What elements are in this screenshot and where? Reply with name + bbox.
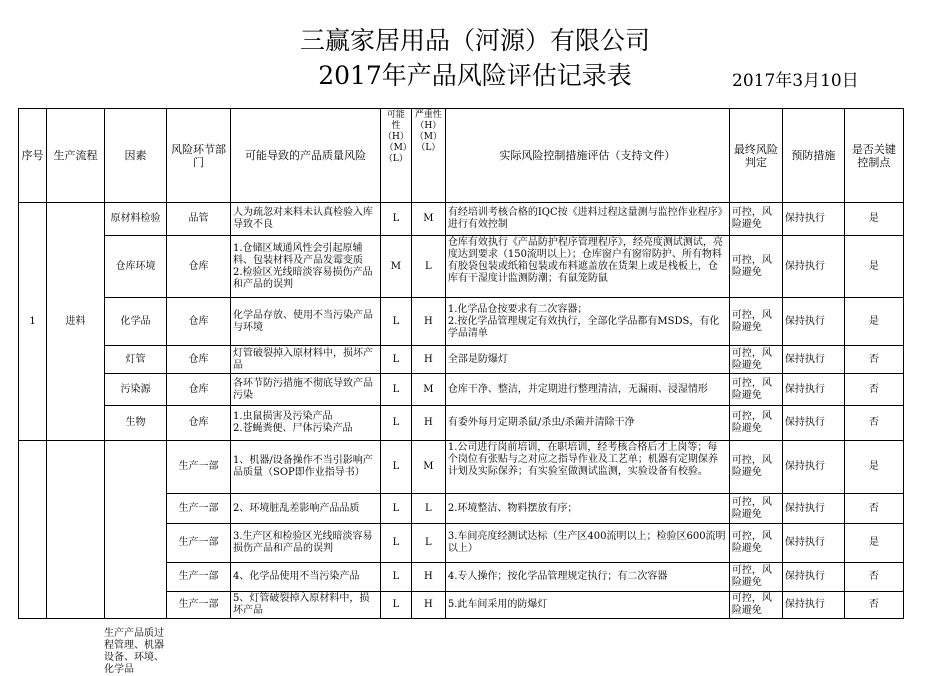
control-cell: 1.公司进行岗前培训，在职培训，经考核合格后才上岗等；每个岗位有张贴与之对应之指导作业及工艺单；机器有定期保养计划及实际保养；有实验室做测试监测，实验设备有校验。	[445, 441, 729, 494]
risk-cell: 2、环境脏乱差影响产品品质	[231, 494, 381, 524]
final-cell: 可控，风险避免	[729, 406, 782, 441]
prevent-cell: 保持执行	[782, 592, 844, 619]
table-row	[19, 441, 904, 494]
factor-cell: 仓库环境	[105, 236, 167, 298]
control-cell: 仓库有效执行《产品防护程序管理程序》，经亮度测试测试，亮度达到要求（150流明以上）；仓库窗户有窗帘防护、所有物料有胶袋包装或纸箱包装或布料遮盖放在货架上或是栈板上，仓库有干湿度计监测防潮；有鼠笼防鼠	[445, 236, 729, 298]
header-possibility: 可能性（H）（M）（L）	[381, 109, 412, 203]
risk-cell: 化学品存放、使用不当污染产品与环境	[231, 298, 381, 346]
prevent-cell: 保持执行	[782, 406, 844, 441]
risk-cell: 各环节防污措施不彻底导致产品污染	[231, 374, 381, 406]
severity-cell: H	[411, 406, 445, 441]
possibility-cell: L	[381, 374, 412, 406]
form-date: 2017年3月10日	[732, 71, 859, 91]
process-cell: 进料	[47, 203, 105, 441]
control-cell: 1.化学品仓按要求有二次容器； 2.按化学品管理规定有效执行，全部化学品都有MSDS，有化学品清单	[445, 298, 729, 346]
company-title: 三赢家居用品（河源）有限公司	[299, 26, 650, 55]
dept-cell: 品管	[167, 203, 231, 236]
possibility-cell: L	[381, 406, 412, 441]
possibility-cell: L	[381, 592, 412, 619]
prevent-cell: 保持执行	[782, 494, 844, 524]
possibility-cell: L	[381, 563, 412, 592]
key-cell: 否	[844, 494, 903, 524]
dept-cell: 生产一部	[167, 441, 231, 494]
risk-cell: 灯管破裂掉入原材料中，损坏产品	[231, 346, 381, 374]
factor-cell-production	[105, 441, 167, 619]
final-cell: 可控，风险避免	[729, 236, 782, 298]
prevent-cell: 保持执行	[782, 524, 844, 563]
dept-cell: 仓库	[167, 298, 231, 346]
table-row	[19, 298, 904, 346]
table-row	[19, 203, 904, 236]
possibility-cell: M	[381, 236, 412, 298]
final-cell: 可控，风险避免	[729, 563, 782, 592]
risk-cell: 1.虫鼠损害及污染产品 2.苍蝇粪便、尸体污染产品	[231, 406, 381, 441]
final-cell: 可控，风险避免	[729, 374, 782, 406]
factor-cell: 生物	[105, 406, 167, 441]
control-cell: 2.环境整洁、物料摆放有序；	[445, 494, 729, 524]
table-row	[19, 406, 904, 441]
severity-cell: H	[411, 298, 445, 346]
key-cell: 是	[844, 236, 903, 298]
prevent-cell: 保持执行	[782, 298, 844, 346]
dept-cell: 仓库	[167, 374, 231, 406]
final-cell: 可控，风险避免	[729, 298, 782, 346]
severity-cell: M	[411, 441, 445, 494]
possibility-cell: L	[381, 441, 412, 494]
possibility-cell: L	[381, 494, 412, 524]
risk-cell: 3.生产区和检验区光线暗淡容易损伤产品和产品的误判	[231, 524, 381, 563]
risk-table	[18, 108, 904, 619]
table-row	[19, 236, 904, 298]
table-row	[19, 346, 904, 374]
control-cell: 全部是防爆灯	[445, 346, 729, 374]
factor-cell: 化学品	[105, 298, 167, 346]
dept-cell: 生产一部	[167, 494, 231, 524]
possibility-cell: L	[381, 524, 412, 563]
dept-cell: 仓库	[167, 406, 231, 441]
severity-cell: L	[411, 236, 445, 298]
factor-cell: 灯管	[105, 346, 167, 374]
header-factor: 因素	[105, 109, 167, 203]
possibility-cell: L	[381, 346, 412, 374]
dept-cell: 生产一部	[167, 592, 231, 619]
prevent-cell: 保持执行	[782, 346, 844, 374]
final-cell: 可控，风险避免	[729, 346, 782, 374]
dept-cell: 仓库	[167, 236, 231, 298]
header-row	[19, 109, 904, 203]
severity-cell: M	[411, 374, 445, 406]
dept-cell: 仓库	[167, 346, 231, 374]
seq-cell-empty	[19, 441, 47, 619]
key-cell: 是	[844, 203, 903, 236]
possibility-cell: L	[381, 298, 412, 346]
prevent-cell: 保持执行	[782, 236, 844, 298]
severity-cell: H	[411, 592, 445, 619]
header-key: 是否关键控制点	[844, 109, 903, 203]
process-cell-empty	[47, 441, 105, 619]
risk-cell: 人为疏忽对来料未认真检验入库导致不良	[231, 203, 381, 236]
final-cell: 可控，风险避免	[729, 441, 782, 494]
key-cell: 是	[844, 524, 903, 563]
prevent-cell: 保持执行	[782, 441, 844, 494]
header-final: 最终风险判定	[729, 109, 782, 203]
risk-cell: 1.仓储区域通风性会引起原辅料、包装材料及产品发霉变质 2.检验区光线暗淡容易损伤产品和产品的误判	[231, 236, 381, 298]
header-process: 生产流程	[47, 109, 105, 203]
dept-cell: 生产一部	[167, 524, 231, 563]
factor-cell: 污染源	[105, 374, 167, 406]
severity-cell: L	[411, 524, 445, 563]
key-cell: 否	[844, 592, 903, 619]
key-cell: 否	[844, 374, 903, 406]
header-seq: 序号	[19, 109, 47, 203]
key-cell: 是	[844, 441, 903, 494]
severity-cell: M	[411, 203, 445, 236]
final-cell: 可控，风险避免	[729, 524, 782, 563]
header-severity: 严重性（H）（M）（L）	[411, 109, 445, 203]
control-cell: 5.此车间采用的防爆灯	[445, 592, 729, 619]
severity-cell: H	[411, 346, 445, 374]
header-risk: 可能导致的产品质量风险	[231, 109, 381, 203]
prevent-cell: 保持执行	[782, 563, 844, 592]
final-cell: 可控，风险避免	[729, 203, 782, 236]
header-prevent: 预防措施	[782, 109, 844, 203]
dept-cell: 生产一部	[167, 563, 231, 592]
table-row	[19, 374, 904, 406]
key-cell: 否	[844, 346, 903, 374]
final-cell: 可控，风险避免	[729, 494, 782, 524]
final-cell: 可控，风险避免	[729, 592, 782, 619]
risk-cell: 5、灯管破裂掉入原材料中，损坏产品	[231, 592, 381, 619]
risk-cell: 4、化学品使用不当污染产品	[231, 563, 381, 592]
severity-cell: H	[411, 563, 445, 592]
control-cell: 3.车间亮度经测试达标（生产区400流明以上；检验区600流明以上）	[445, 524, 729, 563]
key-cell: 否	[844, 563, 903, 592]
control-cell: 4.专人操作；按化学品管理规定执行；有二次容器	[445, 563, 729, 592]
severity-cell: L	[411, 494, 445, 524]
key-cell: 是	[844, 298, 903, 346]
prevent-cell: 保持执行	[782, 203, 844, 236]
control-cell: 有委外每月定期杀鼠/杀虫/杀菌并清除干净	[445, 406, 729, 441]
control-cell: 有经培训考核合格的IQC按《进料过程这量测与监控作业程序》进行有效控制	[445, 203, 729, 236]
prevent-cell: 保持执行	[782, 374, 844, 406]
header-dept: 风险环节部门	[167, 109, 231, 203]
key-cell: 否	[844, 406, 903, 441]
possibility-cell: L	[381, 203, 412, 236]
factor-cell: 原材料检验	[105, 203, 167, 236]
production-factor-label: 生产产品质过程管理、机器设备、环境、化学品	[104, 628, 164, 675]
control-cell: 仓库干净、整洁，并定期进行整理清洁，无漏雨、浸湿情形	[445, 374, 729, 406]
seq-cell: 1	[19, 203, 47, 441]
risk-cell: 1、机器/设备操作不当引影响产品质量（SOP即作业指导书）	[231, 441, 381, 494]
form-title: 2017年产品风险评估记录表	[318, 61, 632, 90]
header-control: 实际风险控制措施评估（支持文件）	[445, 109, 729, 203]
